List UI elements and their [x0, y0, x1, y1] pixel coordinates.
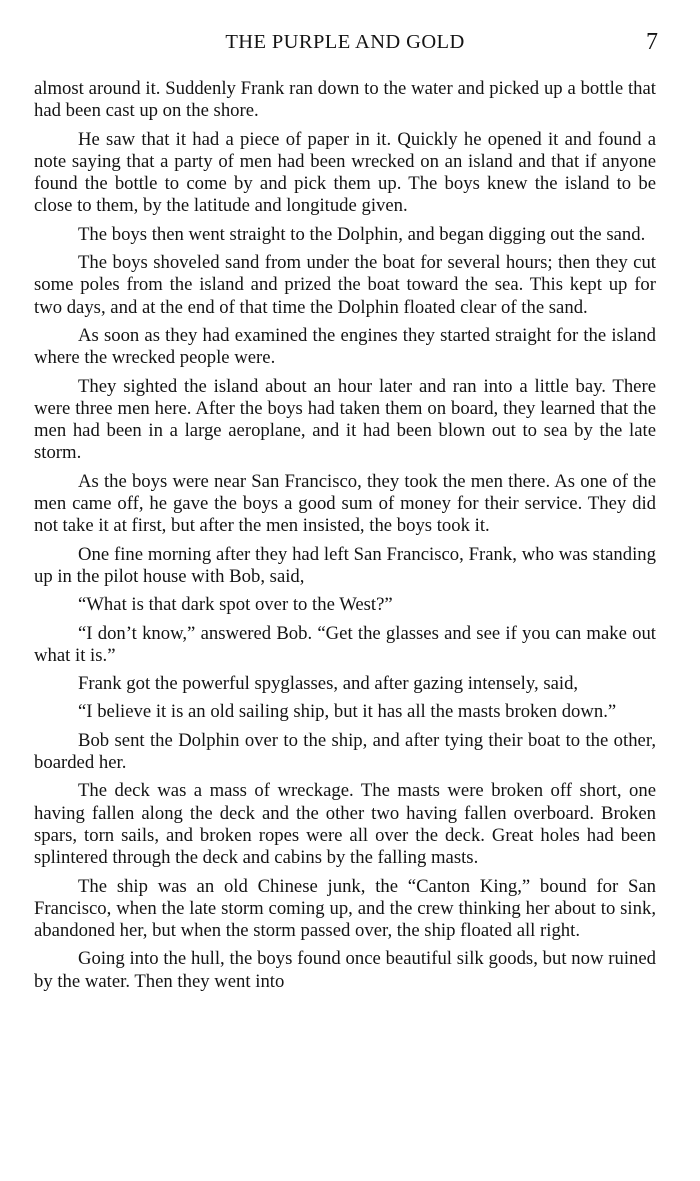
paragraph: The deck was a mass of wreckage. The masts were broken off short, one having fallen along the deck and the other two having fallen overboard. Broken spars, torn sails, and broken ropes were all over the deck. Great holes had been splintered through the deck and cabins by the falling masts. [34, 780, 656, 869]
paragraph: As soon as they had examined the engines they started straight for the island where the wrecked people were. [34, 324, 656, 369]
paragraph: almost around it. Suddenly Frank ran down to the water and picked up a bottle that had been cast up on the shore. [34, 78, 656, 122]
paragraph: Going into the hull, the boys found once beautiful silk goods, but now ruined by the water. Then they went into [34, 948, 656, 992]
paragraph: He saw that it had a piece of paper in it. Quickly he opened it and found a note saying that a party of men had been wrecked on an island and that if anyone found the bottle to come by and pick them up. The boys knew the island to be close to them, by the latitude and longitude given. [34, 128, 656, 217]
journal-title: THE PURPLE AND GOLD [225, 31, 465, 53]
paragraph: The boys shoveled sand from under the boat for several hours; then they cut some poles from the island and prized the boat toward the sea. This kept up for two days, and at the end of that time the Dolphin floated clear of the sand. [34, 252, 656, 318]
paragraph: “I don’t know,” answered Bob. “Get the glasses and see if you can make out what it is.” [34, 622, 656, 666]
paragraph: Frank got the powerful spyglasses, and after gazing intensely, said, [78, 673, 579, 695]
paragraph: The boys then went straight to the Dolphin, and began digging out the sand. [78, 223, 646, 245]
paragraph: Bob sent the Dolphin over to the ship, and after tying their boat to the other, boarded her. [34, 729, 656, 774]
story-text [34, 78, 656, 993]
paragraph: As the boys were near San Francisco, they took the men there. As one of the men came off, he gave the boys a good sum of money for their service. They did not take it at first, but after the men insisted, the boys took it. [34, 470, 656, 537]
paragraph: “I believe it is an old sailing ship, but it has all the masts broken down.” [78, 701, 617, 723]
running-head [34, 28, 656, 68]
paragraph: One fine morning after they had left San Francisco, Frank, who was standing up in the pilot house with Bob, said, [34, 543, 656, 587]
paragraph: They sighted the island about an hour later and ran into a little bay. There were three men here. After the boys had taken them on board, they learned that the men had been in a large aeroplane, and it had been blown out to sea by the late storm. [34, 375, 656, 464]
page-number: 7 [646, 29, 658, 55]
paragraph: “What is that dark spot over to the West?” [78, 594, 393, 616]
paragraph: The ship was an old Chinese junk, the “Canton King,” bound for San Francisco, when the late storm coming up, and the crew thinking her about to sink, abandoned her, but when the storm passed over, the ship floated all right. [34, 875, 656, 942]
